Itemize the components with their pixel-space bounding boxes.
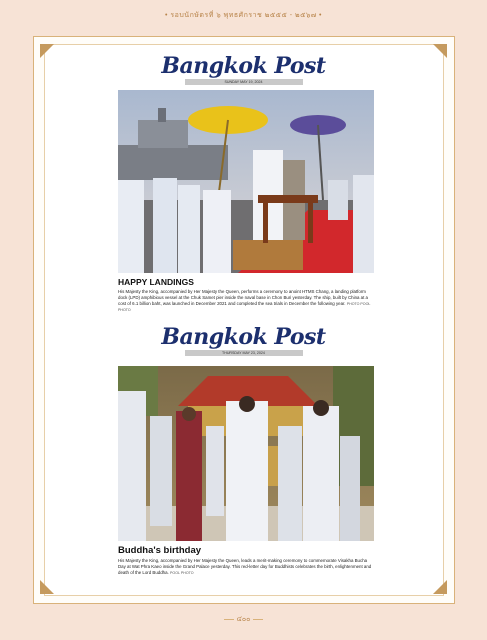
article-2-photo [118, 366, 374, 541]
article-2-body [118, 558, 374, 576]
divider [224, 619, 234, 620]
article-1-headline: HAPPY LANDINGS [118, 277, 194, 287]
masthead-title: Bangkok Post [161, 324, 326, 350]
article-1-photo [118, 90, 374, 273]
masthead-date: THURSDAY MAY 23, 2024 [185, 350, 303, 356]
article-2-headline: Buddha's birthday [118, 545, 202, 556]
article-body-text: His Majesty the King, accompanied by Her Majesty the Queen, leads a merit-making ceremony to commemorate Visakha Bucha Day at Wat Phra Kaeo inside the Grand Palace yesterday. This red-letter day for Buddhists celebrates the birth, enlightenment and death of the Lord Buddha. [118, 558, 372, 575]
article-body-text: His Majesty the King, accompanied by Her Majesty the Queen, performs a ceremony to anoint HTMS Chang, a landing platform dock (LPD) amphibious vessel at the Chuk Samet pier inside the naval base in Chon Buri yesterday. The ship, built by China at a cost of 6.1 billion baht, was launched in December 2021 and completed the sea trials in December the following year. [118, 289, 368, 306]
page-number [0, 614, 487, 625]
article-1-body [118, 289, 374, 313]
photo-credit: POOL PHOTO [170, 571, 194, 575]
article-1-masthead [0, 55, 487, 85]
page-number-text: ๔๐๐ [236, 616, 251, 623]
masthead-date: SUNDAY MAY 19, 2024 [185, 79, 303, 85]
page-header: • รอบนักษัตรที่ ๖ พุทธศักราช ๒๕๕๕ - ๒๕๖๗ • [164, 12, 322, 19]
photo-credit: PHOTO POOL PHOTO [118, 302, 371, 312]
divider [253, 619, 263, 620]
article-2-masthead [0, 326, 487, 356]
corner-ornament-icon [433, 580, 447, 594]
corner-ornament-icon [40, 580, 54, 594]
masthead-title: Bangkok Post [161, 53, 326, 79]
